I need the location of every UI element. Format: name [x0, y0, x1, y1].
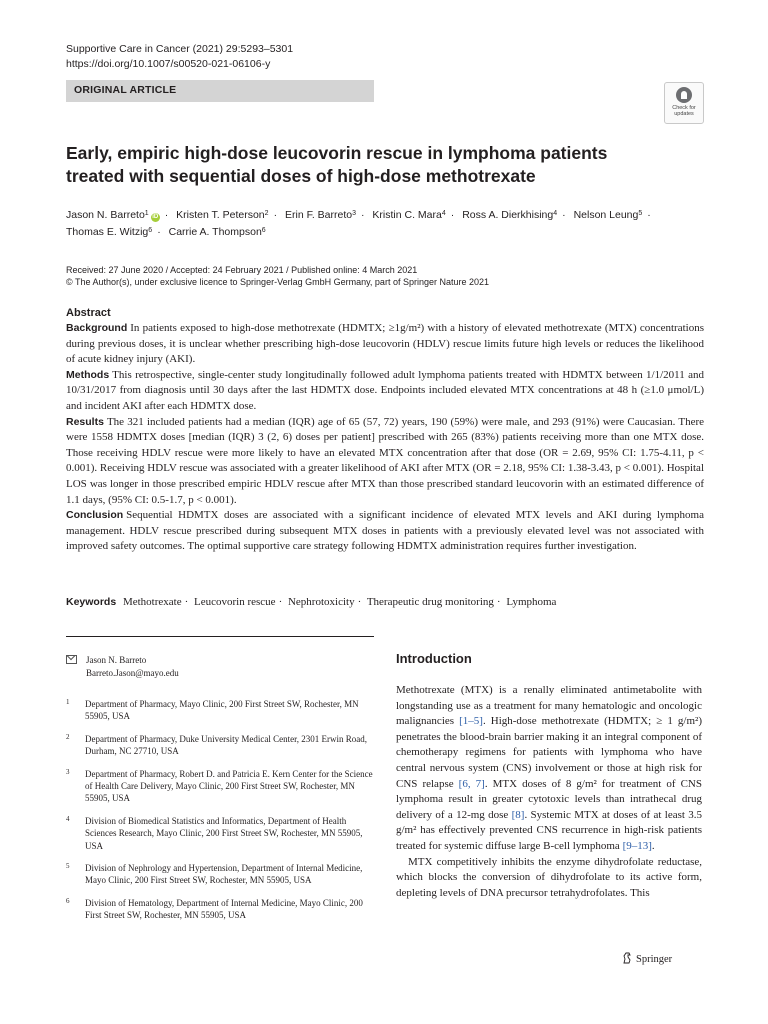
abstract-background	[66, 321, 704, 368]
author[interactable]: Erin F. Barreto$^3$	[284, 209, 356, 221]
footnote-divider	[66, 636, 374, 637]
affiliation-item: 6 Division of Hematology, Department of Internal Medicine, Mayo Clinic, 200 First Street SW, Rochester, MN 55905, USA	[66, 896, 363, 921]
author[interactable]: Thomas E. Witzig$^6$	[66, 226, 153, 238]
check-for-updates-badge[interactable]	[664, 82, 704, 124]
journal-header	[66, 42, 293, 72]
conclusion-text: Sequential HDMTX doses are associated with a significant incidence of elevated MTX levels and AKI during lymphoma management. HDLV rescue prescribed during subsequent MTX doses in patients with a previously elevated level was not associated with improved safety outcomes. The optimal supportive care strategy following HDMTX administration requires further investigation.	[66, 509, 704, 553]
publication-dates: Received: 27 June 2020 / Accepted: 24 February 2021 / Published online: 4 March 2021	[66, 265, 418, 275]
results-text: The 321 included patients had a median (IQR) age of 65 (57, 72) years, 190 (59%) were male, and 293 (91%) were Caucasian. There were 1558 HDMTX doses [median (IQR) 3 (2, 6) doses per patient] prescribed with 265 (83%) patients receiving more than one MTX dose. Those receiving HDLV rescue were more likely to have an elevated MTX concentration after that dose (OR = 2.69, 95% CI: 1.75-4.11, p < 0.001). Receiving HDLV rescue was associated with a greater likelihood of AKI after MTX (OR = 2.18, 95% CI: 1.38-3.43, p < 0.001). Hospital LOS was longer in those prescribed empiric HDLV rescue after MTX than those prescribed standard leucovorin with an estimated difference of 1.1 days, (95% CI: 0.5-1.7, p < 0.001).	[66, 415, 704, 506]
author[interactable]: Nelson Leung$^5$	[573, 209, 643, 221]
affiliation-item: 1 Department of Pharmacy, Mayo Clinic, 200 First Street SW, Rochester, MN 55905, USA	[66, 698, 359, 722]
affiliations	[66, 698, 374, 932]
author[interactable]: Jason N. Barreto$^1$	[66, 209, 149, 221]
keyword: Therapeutic drug monitoring	[366, 596, 494, 608]
check-updates-line1: Check for	[672, 105, 696, 111]
abstract-heading: Abstract	[66, 307, 111, 319]
keyword: Methotrexate	[122, 596, 182, 608]
affiliation-item: 5 Division of Nephrology and Hypertension, Department of Internal Medicine, Mayo Clinic, 200 First Street SW, Rochester, MN 55905, USA	[66, 862, 363, 886]
keywords-label: Keywords	[66, 596, 117, 608]
article-title	[66, 142, 686, 188]
abstract-results	[66, 415, 704, 509]
results-label: Results	[66, 415, 104, 428]
background-text: In patients exposed to high-dose methotrexate (HDMTX; ≥1g/m²) with a history of elevated methotrexate (MTX) concentrations during previous doses, it is unclear whether prescribing high-dose leucovorin (HDLV) rescue limits future high levels or reduces the likelihood of acute kidney injury (AKI).	[66, 322, 704, 366]
keyword: Lymphoma	[506, 596, 557, 608]
author[interactable]: Ross A. Dierkhising$^4$	[462, 209, 558, 221]
citation-link[interactable]: [9–13]	[622, 839, 652, 852]
citation-link[interactable]: [8]	[511, 808, 525, 821]
doi-link[interactable]: https://doi.org/10.1007/s00520-021-06106-y	[66, 58, 271, 70]
author-line-2: Thomas E. Witzig$^6$ · Carrie A. Thompson$^6$	[66, 226, 266, 238]
springer-horse-icon	[622, 952, 632, 964]
author[interactable]: Kristen T. Peterson$^2$	[176, 209, 269, 221]
methods-label: Methods	[66, 368, 110, 381]
keyword: Nephrotoxicity	[287, 596, 355, 608]
author[interactable]: Kristin C. Mara$^4$	[372, 209, 446, 221]
contact-email[interactable]: Barreto.Jason@mayo.edu	[86, 668, 179, 678]
abstract-conclusion	[66, 508, 704, 555]
publisher-logo	[622, 952, 672, 965]
background-label: Background	[66, 322, 128, 334]
introduction-body	[396, 683, 702, 901]
affiliation-item: 3 Department of Pharmacy, Robert D. and Patricia E. Kern Center for the Science of Health Care Delivery, Mayo Clinic, 200 First Street SW, Rochester, MN 55905, USA	[66, 767, 373, 804]
citation-link[interactable]: [1–5]	[459, 715, 483, 728]
methods-text: This retrospective, single-center study longitudinally followed adult lymphoma patients treated with HDMTX between 1/1/2011 and 10/31/2017 from diagnosis until 30 days after the last HDMTX dose. Endpoints included elevated MTX concentrations at 48 h (≥1.0 μmol/L) and incident AKI after each HDMTX dose.	[66, 368, 704, 412]
affiliation-item: 4 Division of Biomedical Statistics and Informatics, Department of Health Sciences Research, Mayo Clinic, 200 First Street SW, Rochester, MN 55905, USA	[66, 814, 363, 851]
keywords: Keywords Methotrexate · Leucovorin rescue · Nephrotoxicity · Therapeutic drug monitoring · Lymphoma	[66, 596, 557, 608]
intro-paragraph-1: Methotrexate (MTX) is a renally eliminated antimetabolite with longstanding use as a treatment for many hematologic and oncologic malignancies [1–5]. High-dose methotrexate (HDMTX; ≥ 1 g/m²) penetrates the blood-brain barrier making it an integral component of chemotherapy regimens for patients with lymphoma who have central nervous system (CNS) involvement or those at high risk for CNS relapse [6, 7]. MTX doses of 8 g/m² for treatment of CNS lymphoma result in greater cytotoxic levels than intrathecal drug delivery of a 12-mg dose [8]. Systemic MTX at doses of at least 3.5 g/m² has effectively prevented CNS recurrence in high-risk patients treated for systemic diffuse large B-cell lymphoma [9–13].	[396, 684, 703, 852]
author[interactable]: Carrie A. Thompson$^6$	[168, 226, 266, 238]
journal-citation: Supportive Care in Cancer (2021) 29:5293–5301	[66, 43, 294, 55]
check-updates-line2: updates	[674, 111, 694, 117]
abstract-methods	[66, 368, 704, 415]
title-line-2: treated with sequential doses of high-dose methotrexate	[66, 166, 536, 186]
crossmark-icon	[676, 87, 692, 103]
introduction-heading: Introduction	[396, 651, 472, 666]
copyright-notice: © The Author(s), under exclusive licence to Springer-Verlag GmbH Germany, part of Springer Nature 2021	[66, 277, 489, 287]
contact-name: Jason N. Barreto	[86, 655, 147, 665]
article-type: ORIGINAL ARTICLE	[74, 84, 177, 96]
orcid-icon[interactable]: iD	[152, 214, 159, 220]
keyword: Leucovorin rescue	[194, 596, 276, 608]
publisher-name: Springer	[636, 954, 673, 965]
article-type-bar	[66, 80, 374, 102]
conclusion-label: Conclusion	[66, 509, 124, 522]
author-list	[66, 207, 716, 241]
author-line-1: Jason N. Barreto$^1$ iD · Kristen T. Peterson$^2$ · Erin F. Barreto$^3$ · Kristin C. Mara$^4$ · Ross A. Dierkhising$^4$ · Nelson Leung$^5$ ·	[66, 209, 651, 221]
title-line-1: Early, empiric high-dose leucovorin rescue in lymphoma patients	[66, 143, 608, 163]
abstract	[66, 306, 704, 555]
citation-link[interactable]: [6, 7]	[458, 777, 485, 790]
envelope-icon	[66, 655, 77, 664]
intro-paragraph-2: MTX competitively inhibits the enzyme dihydrofolate reductase, which blocks the conversion of dihydrofolate to its active form, depleting levels of DNA precursor tetrahydrofolates. This	[396, 855, 702, 899]
affiliation-item: 2 Department of Pharmacy, Duke University Medical Center, 2301 Erwin Road, Durham, NC 27710, USA	[66, 732, 367, 757]
